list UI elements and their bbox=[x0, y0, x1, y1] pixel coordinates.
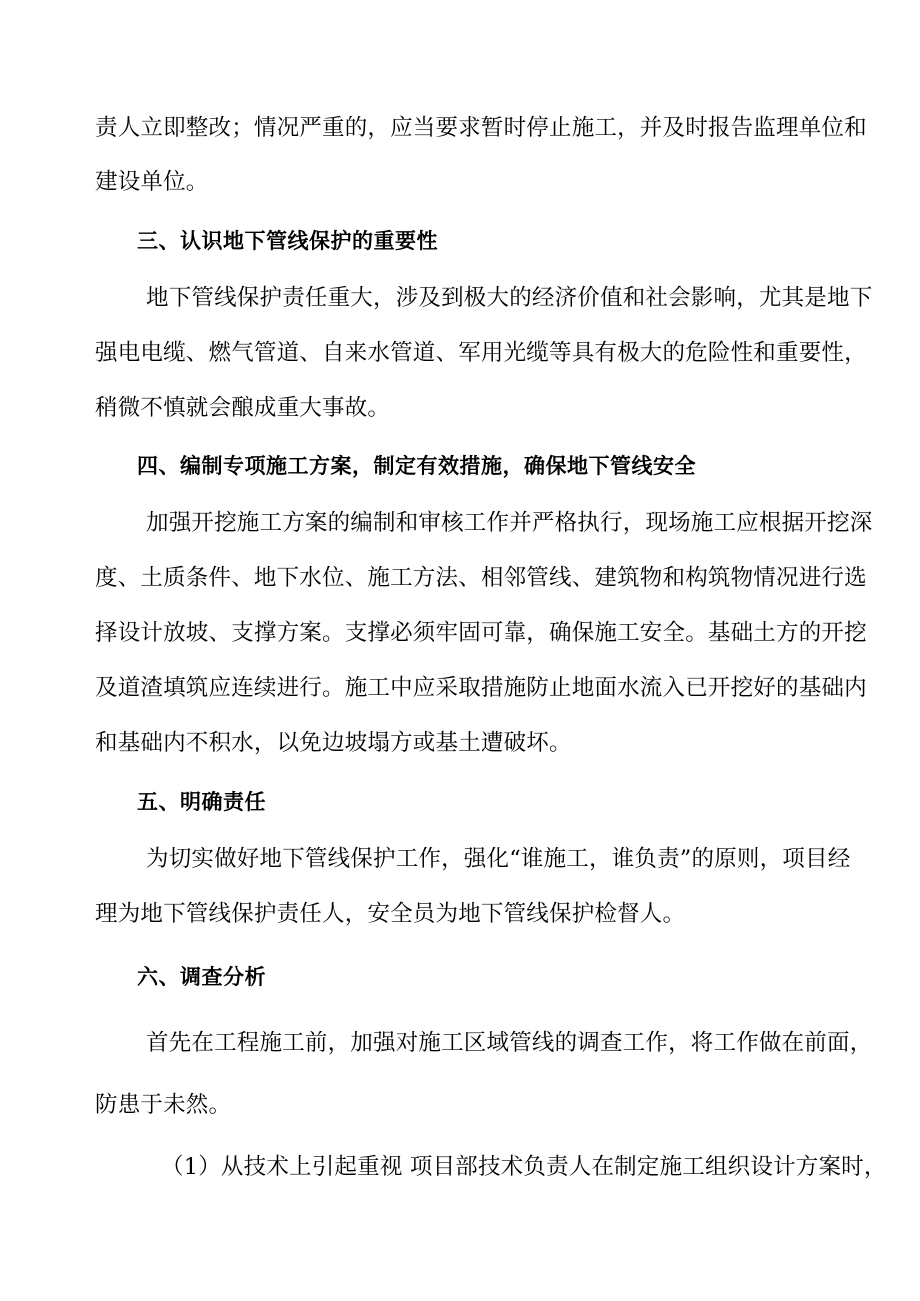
paragraph-line: 强电电缆、燃气管道、自来水管道、军用光缆等具有极大的危险性和重要性， bbox=[95, 340, 867, 366]
section-heading: 六、调查分析 bbox=[137, 965, 266, 989]
paragraph-line: 防患于未然。 bbox=[95, 1092, 232, 1118]
paragraph-line: 理为地下管线保护责任人，安全员为地下管线保护检督人。 bbox=[95, 901, 686, 927]
paragraph-line: 首先在工程施工前，加强对施工区域管线的调查工作，将工作做在前面， bbox=[146, 1030, 873, 1056]
paragraph-line: 择设计放坡、支撑方案。支撑必须牢固可靠，确保施工安全。基础土方的开挖 bbox=[95, 620, 867, 646]
paragraph-line: 加强开挖施工方案的编制和审核工作并严格执行，现场施工应根据开挖深 bbox=[146, 510, 873, 536]
paragraph-line: 建设单位。 bbox=[95, 169, 209, 195]
list-item: （1）从技术上引起重视 项目部技术负责人在制定施工组织设计方案时， bbox=[161, 1154, 887, 1180]
paragraph-line: 及道渣填筑应连续进行。施工中应采取措施防止地面水流入已开挖好的基础内 bbox=[95, 675, 867, 701]
paragraph-line: 责人立即整改；情况严重的，应当要求暂时停止施工，并及时报告监理单位和 bbox=[95, 115, 867, 141]
section-heading: 四、编制专项施工方案，制定有效措施，确保地下管线安全 bbox=[137, 454, 696, 478]
paragraph-line: 为切实做好地下管线保护工作，强化“谁施工，谁负责”的原则，项目经 bbox=[146, 846, 851, 872]
section-heading: 三、认识地下管线保护的重要性 bbox=[137, 229, 438, 253]
section-heading: 五、明确责任 bbox=[137, 790, 266, 814]
paragraph-line: 稍微不慎就会酿成重大事故。 bbox=[95, 395, 391, 421]
paragraph-line: 和基础内不积水，以免边坡塌方或基土遭破坏。 bbox=[95, 730, 572, 756]
paragraph-line: 地下管线保护责任重大，涉及到极大的经济价值和社会影响，尤其是地下 bbox=[146, 285, 873, 311]
paragraph-line: 度、土质条件、地下水位、施工方法、相邻管线、建筑物和构筑物情况进行选 bbox=[95, 565, 867, 591]
